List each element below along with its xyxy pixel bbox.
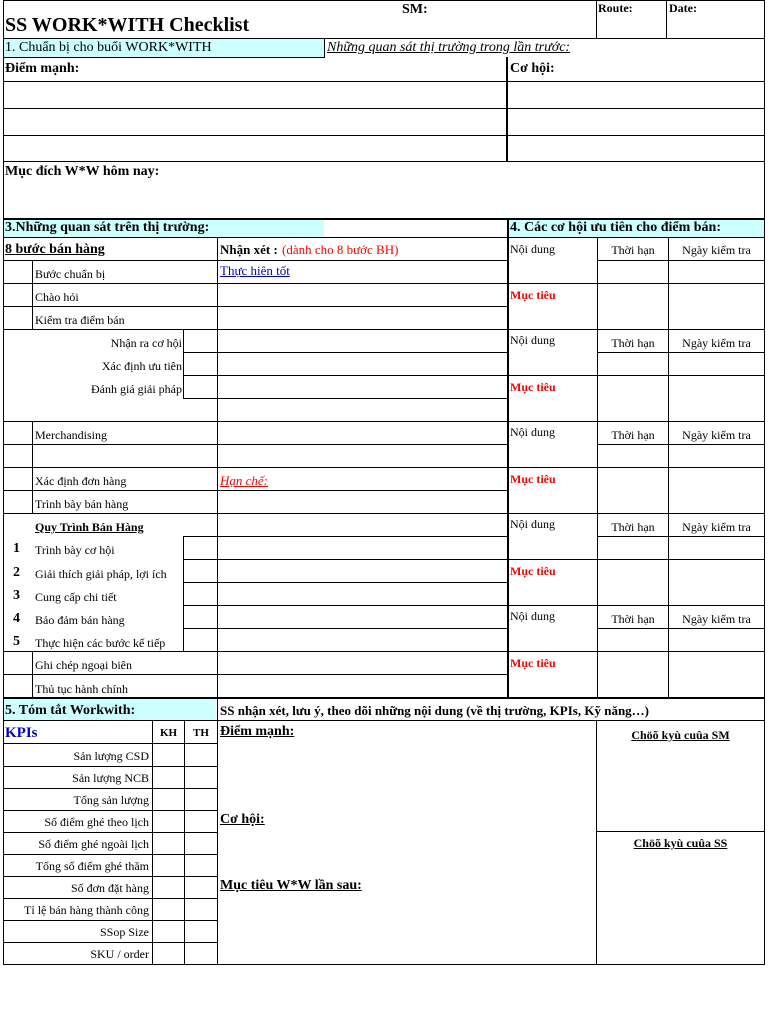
kh-column-divider xyxy=(152,720,153,965)
content-label-1: Nội dung xyxy=(510,242,555,256)
process-num-5: 5 xyxy=(13,634,20,649)
step-line-651 xyxy=(3,651,507,652)
date-divider xyxy=(666,0,667,38)
good-execution-label: Thực hiên tốt xyxy=(220,263,290,278)
summary-opportunity-label: Cơ hội: xyxy=(220,812,265,827)
process-step-1: Trình bày cơ hội xyxy=(35,543,115,557)
process-step-3: Cung cấp chi tiết xyxy=(35,590,117,604)
content-label-3: Nội dung xyxy=(510,425,555,439)
block5-line-b xyxy=(507,651,765,652)
frame-bottom xyxy=(3,964,765,965)
step-line-582 xyxy=(183,582,507,583)
step-line-467 xyxy=(3,467,507,468)
check-date-label-4: Ngày kiểm tra xyxy=(682,520,751,534)
section5-header-bottom xyxy=(3,720,765,721)
kpi-line-6 xyxy=(3,854,217,855)
block1-line-b xyxy=(507,283,765,284)
step-line-674 xyxy=(3,674,507,675)
kpi-row-label: Tổng số điểm ghé thăm xyxy=(35,859,149,873)
section3-title: 3.Những quan sát trên thị trường: xyxy=(5,220,210,235)
target-label-4: Mục tiêu xyxy=(510,564,556,578)
section1-title-bottom xyxy=(3,57,325,58)
section3-4-divider xyxy=(507,218,509,698)
kpi-line-8 xyxy=(3,898,217,899)
frame-top xyxy=(3,0,765,1)
prev-observations-label: Những quan sát thị trường trong lần trước: xyxy=(327,40,571,55)
step-line-260 xyxy=(3,260,507,261)
process-num-1: 1 xyxy=(13,541,20,556)
kpi-row-label: Sản lượng NCB xyxy=(72,771,149,785)
deadline-label-1: Thời hạn xyxy=(611,243,655,257)
process-num-3: 3 xyxy=(13,588,20,603)
content-label-2: Nội dung xyxy=(510,333,555,347)
sub-check-divider-2 xyxy=(183,536,184,651)
deadline-label-5: Thời hạn xyxy=(611,612,655,626)
ss-comment-label: SS nhận xét, lưu ý, theo dõi những nội dung (về thị trường, KPIs, Kỹ năng…) xyxy=(220,703,650,718)
steps-header: 8 bước bán hàng xyxy=(5,242,105,257)
block5-line-a xyxy=(597,628,765,629)
step-line-398 xyxy=(183,398,507,399)
limitation-label: Hạn chế: xyxy=(220,473,269,488)
step-line-444 xyxy=(3,444,507,445)
step-merchandising: Merchandising xyxy=(35,428,107,442)
check-date-label-3: Ngày kiểm tra xyxy=(682,428,751,442)
ss-signature-label: Chöõ kyù cuûa SS xyxy=(633,836,728,850)
process-step-2: Giải thích giải pháp, lợi ích xyxy=(35,567,167,581)
checkbox-col-divider-1 xyxy=(32,260,33,329)
block2-line-c xyxy=(507,421,765,422)
target-label-1: Mục tiêu xyxy=(510,288,556,302)
process-step-5: Thực hiện các bước kế tiếp xyxy=(35,636,166,650)
target-label-2: Mục tiêu xyxy=(510,380,556,394)
kpi-line-9 xyxy=(3,920,217,921)
block3-line-b xyxy=(507,467,765,468)
step-line-283 xyxy=(3,283,507,284)
next-goal-label: Mục tiêu W*W lần sau: xyxy=(220,878,362,893)
kh-label: KH xyxy=(159,727,178,739)
block3-line-a xyxy=(597,444,765,445)
kpi-line-1 xyxy=(3,743,217,744)
check-date-label-2: Ngày kiểm tra xyxy=(682,336,751,350)
step-line-306 xyxy=(3,306,507,307)
step-line-421 xyxy=(3,421,507,422)
block1-line-c xyxy=(507,329,765,330)
block4-line-a xyxy=(597,536,765,537)
section1-mid-divider xyxy=(506,57,508,162)
strengths-label: Điểm mạnh: xyxy=(5,61,80,76)
section3-header-bottom xyxy=(3,237,765,238)
step-line-605 xyxy=(183,605,507,606)
step-sales-presentation: Trình bày bán hàng xyxy=(35,497,129,511)
process-step-4: Bảo đảm bán hàng xyxy=(35,613,125,627)
kpi-line-10 xyxy=(3,942,217,943)
comment-label: Nhận xét : xyxy=(220,242,278,257)
purpose-label: Mục đích W*W hôm nay: xyxy=(5,164,160,179)
sm-signature-label: Chöõ kyù cuûa SM xyxy=(631,728,730,742)
kpi-row-label: Tỉ lệ bán hàng thành công xyxy=(24,903,149,917)
step-evaluate-solution: Đánh giá giải pháp xyxy=(91,382,182,396)
section5-kpi-divider xyxy=(217,697,218,965)
comment-note: (dành cho 8 bước BH) xyxy=(282,242,399,257)
step-line-352 xyxy=(183,352,507,353)
check-date-label-1: Ngày kiểm tra xyxy=(682,243,751,257)
deadline-label-2: Thời hạn xyxy=(611,336,655,350)
step-outside-notes: Ghi chép ngoại biên xyxy=(35,658,132,672)
step-line-329 xyxy=(3,329,507,330)
kpi-line-3 xyxy=(3,788,217,789)
block2-line-a xyxy=(597,352,765,353)
step-line-559 xyxy=(183,559,507,560)
signature-split-line xyxy=(596,831,765,832)
step-line-628 xyxy=(183,628,507,629)
th-label: TH xyxy=(193,727,209,739)
content-label-5: Nội dung xyxy=(510,609,555,623)
block4-line-b xyxy=(507,559,765,560)
kpi-line-7 xyxy=(3,876,217,877)
route-label: Route: xyxy=(598,1,633,15)
sub-check-divider-1 xyxy=(183,329,184,398)
process-num-2: 2 xyxy=(13,565,20,580)
process-num-4: 4 xyxy=(13,611,20,626)
sm-label: SM: xyxy=(402,2,428,17)
date-label: Date: xyxy=(669,1,697,15)
deadline-label-4: Thời hạn xyxy=(611,520,655,534)
block1-line-a xyxy=(597,260,765,261)
step-greeting: Chào hỏi xyxy=(35,290,79,304)
kpi-row-label: Số đơn đặt hàng xyxy=(70,881,149,895)
step-line-513 xyxy=(3,513,507,514)
step-line-375 xyxy=(183,375,507,376)
frame-right xyxy=(764,0,765,965)
step-preparation: Bước chuẩn bị xyxy=(35,267,106,281)
opportunity-label: Cơ hội: xyxy=(510,61,555,76)
kpis-label: KPIs xyxy=(5,725,38,741)
step-line-490 xyxy=(3,490,507,491)
check-date-label-5: Ngày kiểm tra xyxy=(682,612,751,626)
block3-line-c xyxy=(507,513,765,514)
page-title: SS WORK*WITH Checklist xyxy=(5,14,250,36)
section1-row-line-3 xyxy=(3,135,765,136)
kpi-row-label: SKU / order xyxy=(90,947,149,961)
section1-row-line-1 xyxy=(3,81,765,82)
target-label-3: Mục tiêu xyxy=(510,472,556,486)
section1-row-line-4 xyxy=(3,161,765,162)
process-header: Quy Trình Bán Hàng xyxy=(35,520,144,534)
target-label-5: Mục tiêu xyxy=(510,656,556,670)
section1-row-line-2 xyxy=(3,108,765,109)
th-column-divider xyxy=(184,720,185,965)
summary-strengths-label: Điểm mạnh: xyxy=(220,724,295,739)
section1-title: 1. Chuẩn bị cho buổi WORK*WITH xyxy=(5,40,212,55)
kpi-line-4 xyxy=(3,810,217,811)
kpi-line-5 xyxy=(3,832,217,833)
section4-title: 4. Các cơ hội ưu tiên cho điểm bán: xyxy=(510,220,721,235)
kpi-row-label: Số điểm ghé ngoài lịch xyxy=(38,837,149,851)
kpi-row-label: Sản lượng CSD xyxy=(73,749,149,763)
kpi-row-label: Tổng sản lượng xyxy=(73,793,149,807)
route-divider xyxy=(596,0,597,38)
deadline-label-3: Thời hạn xyxy=(611,428,655,442)
kpi-row-label: Số điểm ghé theo lịch xyxy=(44,815,149,829)
step-set-priority: Xác định ưu tiên xyxy=(101,359,182,373)
step-define-order: Xác định đơn hàng xyxy=(35,474,127,488)
block2-line-b xyxy=(507,375,765,376)
step-admin: Thủ tục hành chính xyxy=(35,682,128,696)
section5-title: 5. Tóm tắt Workwith: xyxy=(5,703,136,718)
step-line-536 xyxy=(183,536,507,537)
purpose-input-area[interactable] xyxy=(4,182,764,218)
content-label-4: Nội dung xyxy=(510,517,555,531)
step-identify-opportunity: Nhận ra cơ hội xyxy=(110,336,182,350)
step-check-store: Kiểm tra điểm bán xyxy=(35,313,125,327)
section1-title-divider xyxy=(324,38,325,58)
kpi-line-2 xyxy=(3,766,217,767)
block4-line-c xyxy=(507,605,765,606)
kpi-row-label: SSop Size xyxy=(99,925,149,939)
frame-left xyxy=(3,0,4,965)
